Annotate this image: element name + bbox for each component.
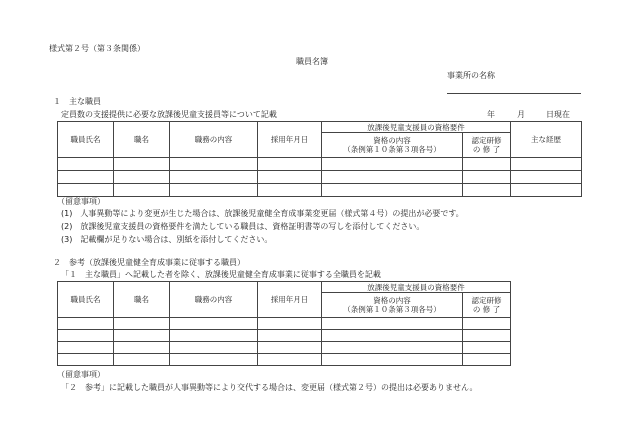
section2-note: 「２ 参考」に記載した職員が人事異動等により交代する場合は、変更届（様式第２号）の提出は必要ありません。 xyxy=(61,383,478,392)
training-line2: の 修 了 xyxy=(472,145,501,154)
section1-heading: １ 主な職員 xyxy=(53,97,101,106)
col-header-training xyxy=(463,293,511,318)
table-row xyxy=(58,184,582,197)
col-header-duties: 職務の内容 xyxy=(170,282,258,318)
cell-position[interactable] xyxy=(114,354,170,366)
cell-hire-date[interactable] xyxy=(258,158,322,171)
cell-duties[interactable] xyxy=(170,184,258,197)
cell-hire-date[interactable] xyxy=(258,184,322,197)
cell-duties[interactable] xyxy=(170,330,258,342)
cell-duties[interactable] xyxy=(170,158,258,171)
section2-notes-heading: （留意事項） xyxy=(57,370,105,379)
cell-name[interactable] xyxy=(58,171,114,184)
cell-position[interactable] xyxy=(114,330,170,342)
col-header-duties: 職務の内容 xyxy=(170,122,258,158)
section1-notes-heading: （留意事項） xyxy=(57,197,105,206)
office-name-label: 事業所の名称 xyxy=(447,71,495,80)
cell-training[interactable] xyxy=(463,158,511,171)
qualification-line2: （条例第１０条第３項各号） xyxy=(343,145,441,154)
col-header-position: 職名 xyxy=(114,122,170,158)
cell-career[interactable] xyxy=(511,158,582,171)
cell-duties[interactable] xyxy=(170,354,258,366)
cell-name[interactable] xyxy=(58,354,114,366)
cell-name[interactable] xyxy=(58,184,114,197)
cell-training[interactable] xyxy=(463,184,511,197)
cell-qualification[interactable] xyxy=(322,158,463,171)
training-line1: 認定研修 xyxy=(471,296,502,305)
col-header-qualification xyxy=(322,133,463,158)
table-row xyxy=(58,342,511,354)
section1-description: 定員数の支援提供に必要な放課後児童支援員等について記載 xyxy=(61,110,277,119)
cell-training[interactable] xyxy=(463,342,511,354)
training-line1: 認定研修 xyxy=(471,136,502,145)
cell-training[interactable] xyxy=(463,330,511,342)
office-name-underline xyxy=(447,93,581,94)
date-year-label: 年 xyxy=(487,110,495,119)
cell-position[interactable] xyxy=(114,184,170,197)
cell-hire-date[interactable] xyxy=(258,171,322,184)
cell-hire-date[interactable] xyxy=(258,318,322,330)
table-row xyxy=(58,158,582,171)
cell-position[interactable] xyxy=(114,318,170,330)
cell-name[interactable] xyxy=(58,330,114,342)
cell-qualification[interactable] xyxy=(322,184,463,197)
cell-position[interactable] xyxy=(114,158,170,171)
cell-qualification[interactable] xyxy=(322,318,463,330)
col-header-career: 主な経歴 xyxy=(511,122,582,158)
training-line2: の 修 了 xyxy=(472,305,501,314)
qualification-line1: 資格の内容 xyxy=(373,296,411,305)
cell-hire-date[interactable] xyxy=(258,354,322,366)
cell-qualification[interactable] xyxy=(322,342,463,354)
col-header-name: 職員氏名 xyxy=(58,282,114,318)
cell-name[interactable] xyxy=(58,158,114,171)
qualification-line2: （条例第１０条第３項各号） xyxy=(343,305,441,314)
cell-duties[interactable] xyxy=(170,171,258,184)
table-row xyxy=(58,171,582,184)
section2-description: 「１ 主な職員」へ記載した者を除く、放課後児童健全育成事業に従事する全職員を記載 xyxy=(61,270,381,279)
cell-career[interactable] xyxy=(511,184,582,197)
cell-duties[interactable] xyxy=(170,342,258,354)
cell-qualification[interactable] xyxy=(322,171,463,184)
col-header-hire-date: 採用年月日 xyxy=(258,122,322,158)
cell-training[interactable] xyxy=(463,318,511,330)
col-header-training xyxy=(463,133,511,158)
section1-note-2: (2) 放課後児童支援員の資格要件を満たしている職員は、資格証明書等の写しを添付してください。 xyxy=(61,222,425,231)
cell-qualification[interactable] xyxy=(322,354,463,366)
col-header-qualification-group: 放課後児童支援員の資格要件 xyxy=(322,282,511,293)
cell-position[interactable] xyxy=(114,171,170,184)
cell-hire-date[interactable] xyxy=(258,330,322,342)
qualification-line1: 資格の内容 xyxy=(373,136,411,145)
cell-training[interactable] xyxy=(463,354,511,366)
col-header-qualification-group: 放課後児童支援員の資格要件 xyxy=(322,122,511,133)
page-title: 職員名簿 xyxy=(296,57,328,66)
cell-training[interactable] xyxy=(463,171,511,184)
date-month-label: 月 xyxy=(517,110,525,119)
main-staff-table xyxy=(57,121,582,197)
cell-hire-date[interactable] xyxy=(258,342,322,354)
col-header-qualification xyxy=(322,293,463,318)
cell-name[interactable] xyxy=(58,342,114,354)
table-row xyxy=(58,330,511,342)
cell-name[interactable] xyxy=(58,318,114,330)
section2-heading: ２ 参考（放課後児童健全育成事業に従事する職員） xyxy=(53,258,245,267)
date-day-label: 日現在 xyxy=(546,110,570,119)
cell-duties[interactable] xyxy=(170,318,258,330)
cell-qualification[interactable] xyxy=(322,330,463,342)
section1-note-1: (1) 人事異動等により変更が生じた場合は、放課後児童健全育成事業変更届（様式第４号）の提出が必要です。 xyxy=(61,209,464,218)
col-header-position: 職名 xyxy=(114,282,170,318)
form-number: 様式第２号（第３条関係） xyxy=(49,44,145,53)
section1-note-3: (3) 記載欄が足りない場合は、別紙を添付してください。 xyxy=(61,235,273,244)
other-staff-table xyxy=(57,281,511,366)
table-row xyxy=(58,318,511,330)
table-row xyxy=(58,354,511,366)
col-header-name: 職員氏名 xyxy=(58,122,114,158)
cell-position[interactable] xyxy=(114,342,170,354)
col-header-hire-date: 採用年月日 xyxy=(258,282,322,318)
cell-career[interactable] xyxy=(511,171,582,184)
